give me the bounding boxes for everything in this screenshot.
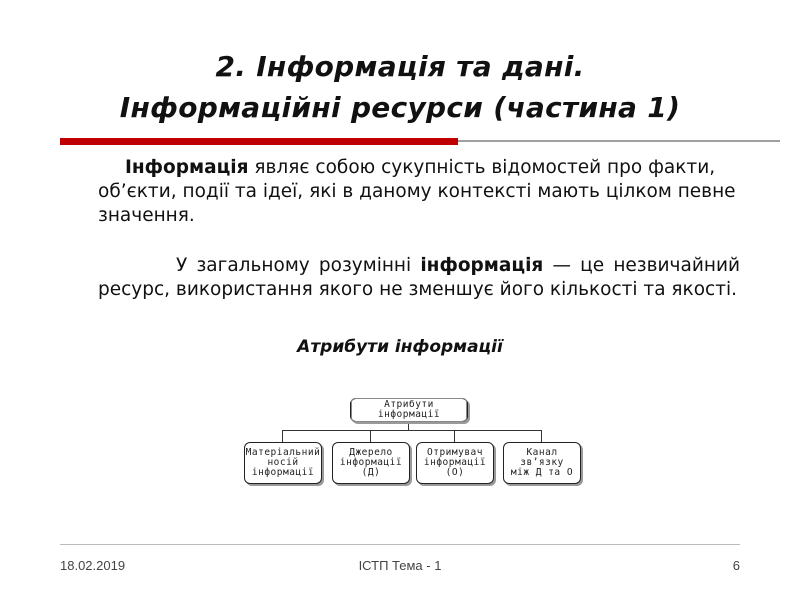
connector-child-1 [282,430,283,442]
connector-child-4 [541,430,542,442]
footer-topic: ІСТП Тема - 1 [358,558,442,573]
paragraph-definition-text: являє собою сукупність відомостей про факти, об’єкти, події та ідеї, які в даному контексті мають цілком певне значення. [98,157,736,226]
paragraph-general-before: У загальному розумінні [176,255,421,276]
slide-title-line1: 2. Інформація та дані. [215,50,585,83]
connector-root-down [408,421,409,430]
title-accent-rule [60,138,458,145]
diagram-heading: Атрибути інформації [297,337,503,357]
slide-title-line2: Інформаційні ресурси (частина 1) [119,91,681,124]
diagram-node-channel: Канал зв’язку між Д та О [503,442,581,484]
footer-divider [60,544,740,545]
footer-page-number: 6 [732,558,740,573]
title-divider-rule [458,140,780,142]
diagram-root-node [350,398,468,422]
diagram-node-receiver: Отримувач інформації (О) [416,442,494,484]
paragraph-general-after: — це незвичайний ресурс, використання якого не зменшує його кількості та якості. [98,255,740,300]
term-information: Інформація [125,157,249,178]
connector-child-3 [454,430,455,442]
diagram-node-source: Джерело інформації (Д) [332,442,410,484]
diagram-root-label: Атрибути інформації [351,398,467,422]
connector-horizontal [282,430,541,431]
diagram-node-carrier: Матеріальний носій інформації [244,442,322,484]
connector-child-2 [370,430,371,442]
footer-date: 18.02.2019 [60,558,126,573]
term-information-2: інформація [420,255,544,276]
paragraph-definition [98,156,740,228]
paragraph-general [98,254,740,302]
